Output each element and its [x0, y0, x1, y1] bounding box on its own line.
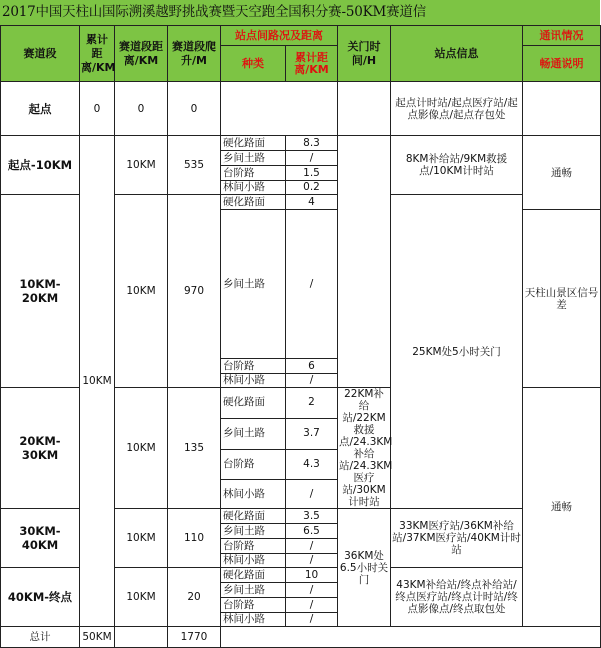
climb-cell: 20 [168, 568, 221, 627]
header-comm-group: 通讯情况 [523, 26, 601, 46]
station-info-cell: 8KM补给站/9KM救援点/10KM计时站 [391, 136, 523, 195]
total-seg-empty [115, 627, 168, 648]
road-type-cell: 乡间土路 [221, 151, 286, 166]
road-type-cell: 乡间土路 [221, 524, 286, 539]
header-road-cum: 累计距离/KM [286, 46, 338, 82]
total-empty [221, 627, 601, 648]
comm-note-cell: 天柱山景区信号差 [523, 210, 601, 388]
header-roads-group: 站点间路况及距离 [221, 26, 338, 46]
cutoff-cell-empty [338, 82, 391, 136]
road-dist-cell: / [286, 598, 338, 613]
road-type-cell: 乡间土路 [221, 418, 286, 449]
seg-dist-cell: 10KM [115, 388, 168, 509]
road-dist-cell: / [286, 151, 338, 166]
road-dist-cell: / [286, 583, 338, 598]
header-climb: 赛道段爬升/M [168, 26, 221, 82]
road-type-cell: 硬化路面 [221, 388, 286, 419]
road-dist-cell: / [286, 554, 338, 568]
road-dist-cell: 1.5 [286, 166, 338, 181]
road-type-cell: 林间小路 [221, 181, 286, 195]
climb-cell: 535 [168, 136, 221, 195]
total-climb: 1770 [168, 627, 221, 648]
road-dist-cell: 8.3 [286, 136, 338, 151]
table-body [1, 26, 601, 648]
segment-cell: 30KM-40KM [1, 509, 80, 568]
road-dist-cell: / [286, 613, 338, 627]
table-row-total [1, 627, 601, 648]
road-dist-cell: 0.2 [286, 181, 338, 195]
road-cell-empty [221, 82, 338, 136]
header-cum-dist: 累计距离/KM [80, 26, 115, 82]
road-type-cell: 台阶路 [221, 598, 286, 613]
road-dist-cell: 3.7 [286, 418, 338, 449]
route-table [0, 25, 601, 648]
road-type-cell: 台阶路 [221, 449, 286, 480]
seg-dist-cell: 0 [115, 82, 168, 136]
road-dist-cell: 3.5 [286, 509, 338, 524]
road-type-cell: 台阶路 [221, 166, 286, 181]
cum-dist-cell: 10KM [80, 136, 115, 627]
road-type-cell: 硬化路面 [221, 568, 286, 583]
road-dist-cell: / [286, 210, 338, 359]
header-segment: 赛道段 [1, 26, 80, 82]
road-type-cell: 硬化路面 [221, 195, 286, 210]
comm-status-cell: 通畅 [523, 136, 601, 210]
table-row-start [1, 82, 601, 136]
road-type-cell: 台阶路 [221, 539, 286, 554]
cutoff-cell: 25KM处5小时关门 [391, 195, 523, 509]
total-dist: 50KM [80, 627, 115, 648]
segment-cell: 起点-10KM [1, 136, 80, 195]
road-type-cell: 林间小路 [221, 374, 286, 388]
climb-cell: 110 [168, 509, 221, 568]
header-road-type: 种类 [221, 46, 286, 82]
station-info-cell: 43KM补给站/终点补给站/终点医疗站/终点计时站/终点影像点/终点取包处 [391, 568, 523, 627]
road-type-cell: 林间小路 [221, 613, 286, 627]
segment-cell: 起点 [1, 82, 80, 136]
header-cutoff: 关门时间/H [338, 26, 391, 82]
climb-cell: 970 [168, 195, 221, 388]
road-type-cell: 硬化路面 [221, 136, 286, 151]
road-type-cell: 台阶路 [221, 359, 286, 374]
road-type-cell: 硬化路面 [221, 509, 286, 524]
seg-dist-cell: 10KM [115, 509, 168, 568]
segment-cell: 40KM-终点 [1, 568, 80, 627]
header-row [1, 26, 601, 46]
station-info-cell: 起点计时站/起点医疗站/起点影像点/起点存包处 [391, 82, 523, 136]
road-dist-cell: / [286, 539, 338, 554]
header-comm-note: 畅通说明 [523, 46, 601, 82]
road-dist-cell: / [286, 374, 338, 388]
table-row [1, 136, 601, 151]
road-dist-cell: 10 [286, 568, 338, 583]
header-stations: 站点信息 [391, 26, 523, 82]
header-seg-dist: 赛道段距离/KM [115, 26, 168, 82]
road-dist-cell: / [286, 480, 338, 509]
cutoff-cell-empty [338, 136, 391, 388]
cutoff-cell: 36KM处6.5小时关门 [338, 509, 391, 627]
station-info-cell: 33KM医疗站/36KM补给站/37KM医疗站/40KM计时站 [391, 509, 523, 568]
road-dist-cell: 4.3 [286, 449, 338, 480]
comm-status-cell: 通畅 [523, 388, 601, 627]
cum-dist-cell: 0 [80, 82, 115, 136]
climb-cell: 0 [168, 82, 221, 136]
road-dist-cell: 4 [286, 195, 338, 210]
seg-dist-cell: 10KM [115, 195, 168, 388]
road-type-cell: 乡间土路 [221, 210, 286, 359]
segment-cell: 10KM-20KM [1, 195, 80, 388]
road-type-cell: 乡间土路 [221, 583, 286, 598]
page-title: 2017中国天柱山国际溯溪越野挑战赛暨天空跑全国积分赛-50KM赛道信 [0, 0, 600, 25]
road-dist-cell: 2 [286, 388, 338, 419]
road-type-cell: 林间小路 [221, 554, 286, 568]
climb-cell: 135 [168, 388, 221, 509]
seg-dist-cell: 10KM [115, 568, 168, 627]
seg-dist-cell: 10KM [115, 136, 168, 195]
road-type-cell: 林间小路 [221, 480, 286, 509]
comm-cell-empty [523, 82, 601, 136]
road-dist-cell: 6 [286, 359, 338, 374]
segment-cell: 20KM-30KM [1, 388, 80, 509]
station-info-cell: 22KM补给站/22KM救援点/24.3KM补给站/24.3KM医疗站/30KM计时站 [339, 388, 393, 508]
total-label: 总计 [1, 627, 80, 648]
road-dist-cell: 6.5 [286, 524, 338, 539]
